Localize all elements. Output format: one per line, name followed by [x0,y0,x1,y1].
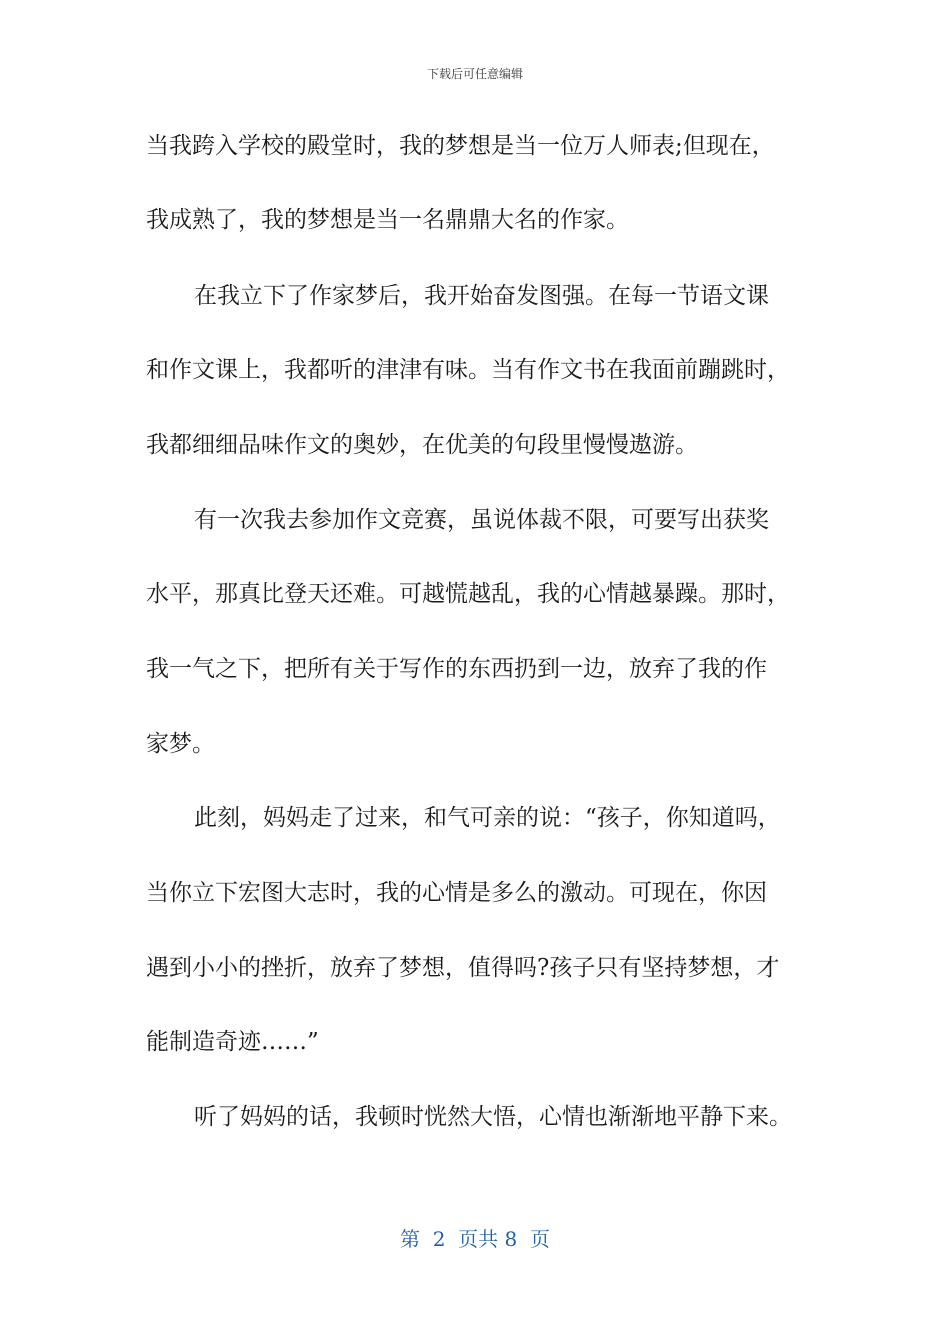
text-line: 我一气之下，把所有关于写作的东西扔到一边，放弃了我的作 [146,656,767,682]
text-line: 此刻，妈妈走了过来，和气可亲的说：“孩子，你知道吗， [194,805,781,831]
text-line: 和作文课上，我都听的津津有味。当有作文书在我面前蹦跳时， [146,357,790,383]
text-line: 在我立下了作家梦后，我开始奋发图强。在每一节语文课 [194,283,769,309]
text-line: 当你立下宏图大志时，我的心情是多么的激动。可现在，你因 [146,880,767,906]
text-line: 听了妈妈的话，我顿时恍然大悟，心情也渐渐地平静下来。 [194,1104,792,1130]
page-number-footer: 第 2 页共 8 页 [400,1227,550,1251]
text-line: 有一次我去参加作文竞赛，虽说体裁不限，可要写出获奖 [194,507,769,533]
text-line: 我成熟了，我的梦想是当一名鼎鼎大名的作家。 [146,207,629,233]
text-line: 水平，那真比登天还难。可越慌越乱，我的心情越暴躁。那时， [146,581,790,607]
text-line: 我都细细品味作文的奥妙，在优美的句段里慢慢遨游。 [146,432,698,458]
text-line: 能制造奇迹……” [146,1029,319,1055]
text-line: 家梦。 [146,731,215,757]
text-line: 遇到小小的挫折，放弃了梦想，值得吗?孩子只有坚持梦想，才 [146,955,780,981]
text-line: 当我跨入学校的殿堂时，我的梦想是当一位万人师表;但现在， [146,133,775,159]
page-header: 下载后可任意编辑 [426,67,523,81]
